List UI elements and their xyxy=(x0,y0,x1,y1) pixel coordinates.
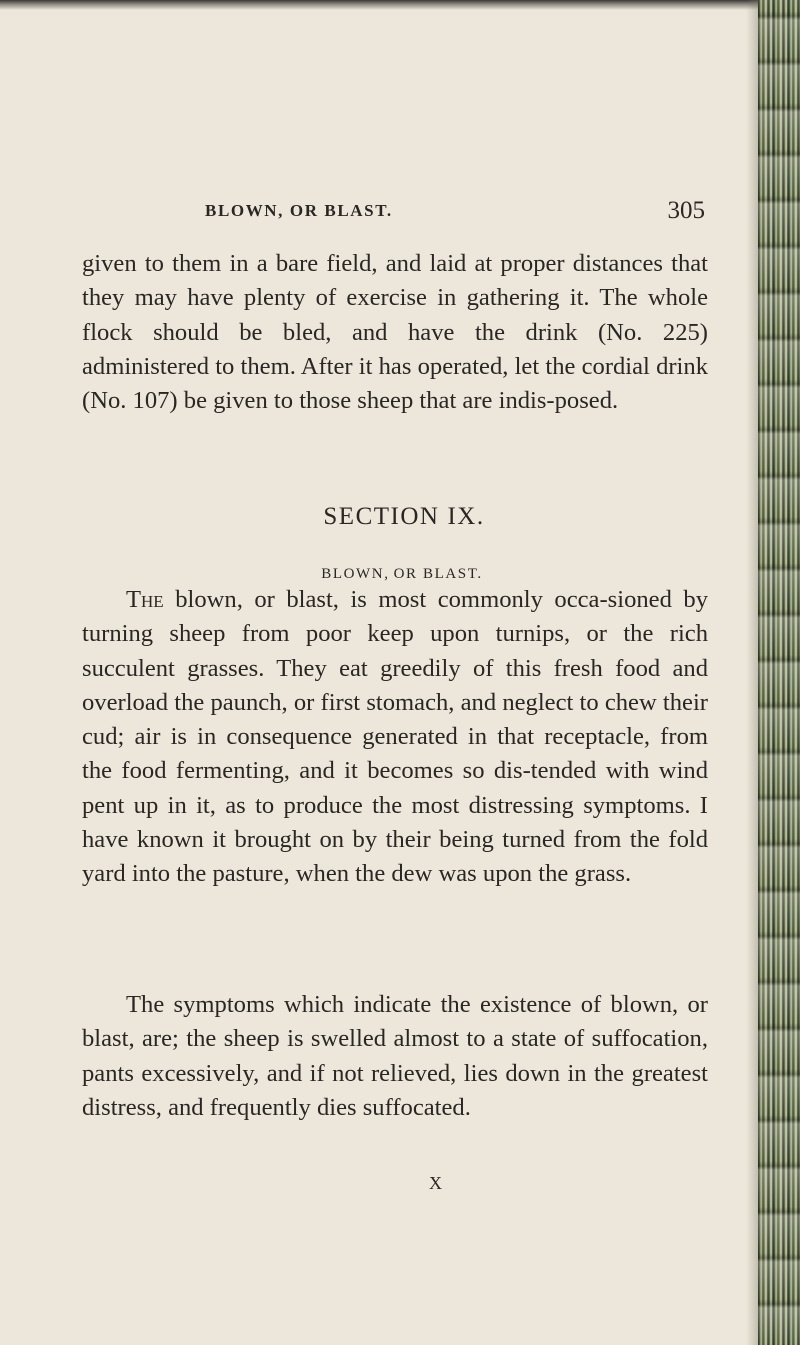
page-number: 305 xyxy=(667,197,705,224)
paragraph-continuation: given to them in a bare field, and laid at proper distances that they may have plenty of exercise in gathering it. The whole flock should be bled, and have the drink (No. 225) administered to them. After it has operated, let the cordial drink (No. 107) be given to those sheep that are indis-posed. xyxy=(82,250,708,415)
section-title-word: BLOWN, xyxy=(321,566,390,582)
paragraph-causes xyxy=(82,583,708,892)
page-edge-bleed xyxy=(758,0,800,1345)
section-heading xyxy=(0,503,800,531)
section-number: IX. xyxy=(447,503,485,530)
paragraph-lead-word: The xyxy=(126,586,164,613)
page-top-shadow xyxy=(0,0,800,10)
section-title xyxy=(0,566,800,583)
section-label: SECTION xyxy=(323,503,440,530)
section-title-rest: OR BLAST. xyxy=(393,566,483,582)
running-head: BLOWN, OR BLAST. xyxy=(205,201,393,220)
signature-mark: X xyxy=(429,1173,442,1193)
page-header xyxy=(205,197,705,231)
paragraph-causes-text: blown, or blast, is most commonly occa-sioned by turning sheep from poor keep upon turnips, or the rich succulent grasses. They eat greedily of this fresh food and overload the paunch, or first stomach, and neglect to chew their cud; air is in consequence generated in that receptacle, from the food fermenting, and it becomes so dis-tended with wind pent up in it, as to produce the most distressing symptoms. I have known it brought on by their being turned from the fold yard into the pasture, when the dew was upon the grass. xyxy=(82,586,708,888)
paragraph-symptoms: The symptoms which indicate the existence of blown, or blast, are; the sheep is swelled almost to a state of suffocation, pants excessively, and if not relieved, lies down in the greatest distress, and frequently dies suffocated. xyxy=(82,991,708,1121)
